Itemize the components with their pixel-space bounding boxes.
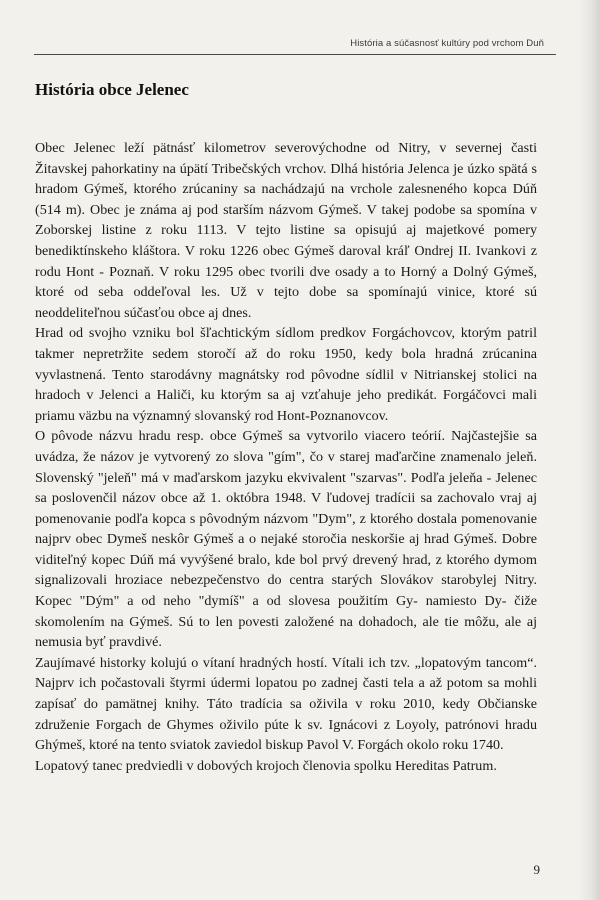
paragraph: Lopatový tanec predviedli v dobových krojoch členovia spolku Hereditas Patrum.: [35, 757, 497, 774]
page-number: 9: [533, 862, 540, 877]
paragraph: Zaujímavé historky kolujú o vítaní hradných hostí. Vítali ich tzv. „lopatovým tancom“. Najprv ich počastovali štyrmi údermi lopatou po zadnej časti tela a až potom sa mohli zapísať do pamätnej knihy. Táto tradícia sa oživila v roku 2010, kedy Občianske združenie Forgach de Ghymes oživilo púte k sv. Ignácovi z Loyoly, patrónovi hradu Ghýmeš, ktoré na tento sviatok zaviedol biskup Pavol V. Forgách okolo roku 1740.: [35, 654, 537, 754]
paragraph: Hrad od svojho vzniku bol šľachtickým sídlom predkov Forgáchovcov, ktorým patril takmer nepretržite sedem storočí až do roku 1950, kedy bola hradná zrúcanina vyvlastnená. Tento starodávny magnátsky rod pôvodne sídlil v Nitrianskej stolici na hradoch v Jelenci a Haliči, ku ktorým sa aj vzťahuje jeho predikát. Forgáčovci mali priamu väzbu na významný slovanský rod Hont-Poznanovcov.: [35, 325, 537, 424]
page-edge-shadow: [578, 0, 600, 900]
running-header: História a súčasnosť kultúry pod vrchom Duň: [350, 38, 544, 49]
paragraph: Obec Jelenec leží pätnásť kilometrov severovýchodne od Nitry, v severnej časti Žitavskej pahorkatiny na úpätí Tribečských vrchov. Dlhá história Jelenca je úzko spätá s hradom Gýmeš, ktorého zrúcaniny sa nachádzajú na vrchole zalesneného kopca Dúň (514 m). Obec je známa aj pod starším názvom Gýmeš. V takej podobe sa spomína v Zoborskej listine z roku 1113. V tejto listine sa opisujú aj majetkové pomery benediktínskeho kláštora. V roku 1226 obec Gýmeš daroval kráľ Ondrej II. Ivankovi z rodu Hont - Poznaň. V roku 1295 obec tvorili dve osady a to Horný a Dolný Gýmeš, ktoré od seba oddeľoval les. Už v tejto dobe sa spomínajú vinice, ktoré sú neoddeliteľnou súčasťou obce aj dnes.: [35, 140, 537, 321]
article-title: História obce Jelenec: [35, 80, 189, 99]
header-rule: [34, 54, 556, 55]
article-body: [35, 138, 537, 776]
paragraph: O pôvode názvu hradu resp. obce Gýmeš sa vytvorilo viacero teórií. Najčastejšie sa uvádza, že názov je vytvorený zo slova "gím", čo v starej maďarčine znamenalo jeleň. Slovenský "jeleň" má v maďarskom jazyku ekvivalent "szarvas". Podľa jeleňa - Jelenec sa poslovenčil názov obce až 1. októbra 1948. V ľudovej tradícii sa zachovalo vraj aj pomenovanie podľa kopca s pôvodným názvom "Dym", z ktorého dostala pomenovanie najprv obec Dymeš neskôr Gýmeš a o nejaké storočia neskoršie aj hrad Gýmeš. Dobre viditeľný kopec Dúň má vyvýšené bralo, kde bol prvý drevený hrad, z ktorého dymom signalizovali hroziace nebezpečenstvo do centra starých Slovákov starobylej Nitry. Kopec "Dým" a od neho "dymíš" a od slovesa použitím Gy- namiesto Dy- čiže skomolením na Gýmeš. Sú to len povesti založené na dohadoch, ale tie môžu, ale aj nemusia byť pravdivé.: [35, 428, 537, 651]
